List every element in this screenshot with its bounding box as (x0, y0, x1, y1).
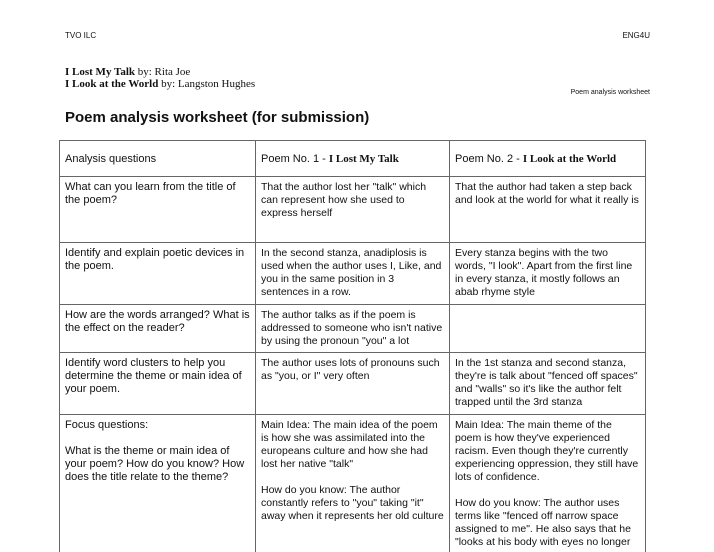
analysis-table (59, 140, 646, 552)
header-questions: Analysis questions (60, 141, 256, 177)
question-cell: How are the words arranged? What is the effect on the reader? (60, 305, 256, 353)
table-header-row (60, 141, 646, 177)
poem-1-title: I Lost My Talk (65, 66, 135, 78)
poem-2-title: I Look at the World (65, 78, 159, 90)
focus-answer-poem-2[interactable] (450, 415, 646, 552)
header-course: TVO ILC (65, 31, 97, 40)
header-poem-2-prefix: Poem No. 2 - (455, 153, 523, 165)
poem-line-2 (65, 78, 255, 90)
focus-label: Focus questions: (65, 419, 149, 431)
table-row (60, 177, 646, 243)
answer-poem-1[interactable]: The author uses lots of pronouns such as "you, or I" very often (256, 353, 450, 415)
header-course-code: ENG4U (622, 31, 650, 40)
answer-poem-2[interactable]: That the author had taken a step back and look at the world for what it really is (450, 177, 646, 243)
header-poem-1 (256, 141, 450, 177)
answer-poem-1[interactable]: The author talks as if the poem is addressed to someone who isn't native by using the pronoun "you" a lot (256, 305, 450, 353)
question-cell: What can you learn from the title of the poem? (60, 177, 256, 243)
table-row (60, 305, 646, 353)
answer-poem-2[interactable] (450, 305, 646, 353)
focus-question-cell (60, 415, 256, 552)
poem-1-how-know: How do you know: The author constantly refers to "you" taking "it" away when it represents her old culture (261, 484, 444, 522)
poem-list (65, 66, 255, 90)
poem-2-main-idea: Main Idea: The main theme of the poem is how they've experienced racism. Even though they're currently experiencing oppression, they still have lots of confidence. (455, 419, 639, 483)
answer-poem-2[interactable]: Every stanza begins with the two words, "I look". Apart from the first line in every stanza, it mostly follows an abab rhyme style (450, 243, 646, 305)
question-cell: Identify and explain poetic devices in the poem. (60, 243, 256, 305)
answer-poem-1[interactable]: In the second stanza, anadiplosis is used when the author uses I, Like, and you in the same position in 3 sentences in a row. (256, 243, 450, 305)
answer-poem-1[interactable]: That the author lost her "talk" which can represent how she used to express herself (256, 177, 450, 243)
poem-2-author: by: Langston Hughes (161, 78, 256, 90)
header-poem-1-title: I Lost My Talk (328, 153, 399, 165)
focus-answer-poem-1[interactable] (256, 415, 450, 552)
table-row (60, 243, 646, 305)
table-row (60, 353, 646, 415)
focus-question: What is the theme or main idea of your poem? How do you know? How does the title relate to the theme? (65, 445, 245, 483)
question-cell: Identify word clusters to help you determine the theme or main idea of your poem. (60, 353, 256, 415)
poem-1-author: by: Rita Joe (137, 66, 191, 78)
poem-1-main-idea: Main Idea: The main idea of the poem is how she was assimilated into the europeans culture and how she had lost her native "talk" (261, 419, 438, 470)
table-row-focus (60, 415, 646, 552)
header-poem-1-prefix: Poem No. 1 - (261, 153, 329, 165)
poem-line-1 (65, 66, 255, 78)
answer-poem-2[interactable]: In the 1st stanza and second stanza, they're is talk about "fenced off spaces" and "walls" so it's like the author felt trapped until the 3rd stanza (450, 353, 646, 415)
header-poem-2-title: I Look at the World (522, 153, 617, 165)
sheet-label: Poem analysis worksheet (570, 89, 650, 96)
header-poem-2 (450, 141, 646, 177)
page-title: Poem analysis worksheet (for submission) (65, 109, 370, 126)
poem-2-how-know: How do you know: The author uses terms like "fenced off narrow space assigned to me". He also says that he "looks at his body with eyes no longer (455, 497, 631, 548)
